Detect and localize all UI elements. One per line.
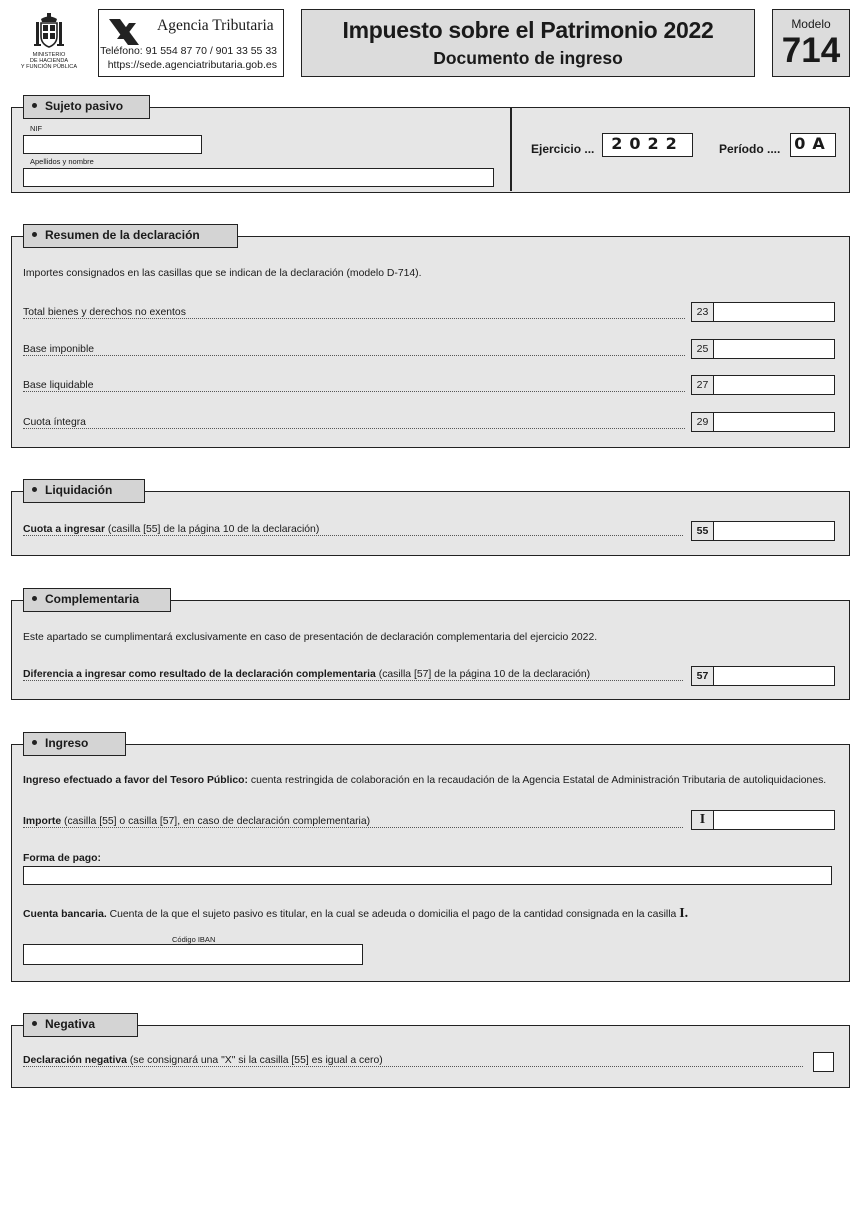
cuenta-bancaria-text bbox=[23, 906, 688, 922]
casilla-27-field[interactable] bbox=[713, 375, 835, 395]
resumen-intro: Importes consignados en las casillas que se indican de la declaración (modelo D-714). bbox=[23, 268, 422, 279]
casilla-number: 23 bbox=[691, 302, 713, 322]
forma-pago-field[interactable] bbox=[23, 866, 832, 885]
ejercicio-field[interactable]: 2022 bbox=[602, 133, 693, 157]
casilla-number: 57 bbox=[691, 666, 713, 686]
bullet-icon bbox=[32, 232, 37, 237]
importe-row bbox=[23, 812, 835, 836]
liquidacion-label bbox=[23, 524, 323, 535]
bullet-icon bbox=[32, 487, 37, 492]
iban-label: Código IBAN bbox=[172, 935, 216, 944]
negativa-row bbox=[23, 1055, 835, 1075]
tab-resumen bbox=[23, 224, 238, 248]
complementaria-label bbox=[23, 669, 594, 680]
casilla-55-field[interactable] bbox=[713, 521, 835, 541]
importe-field[interactable] bbox=[713, 810, 835, 830]
tab-label: Liquidación bbox=[45, 483, 113, 497]
resumen-row-label: Cuota íntegra bbox=[23, 417, 86, 428]
tab-complementaria bbox=[23, 588, 171, 612]
ingreso-intro-rest: cuenta restringida de colaboración en la recaudación de la Agencia Estatal de Administración Tributaria de autoliquidaciones. bbox=[247, 775, 827, 786]
ingreso-intro bbox=[23, 775, 826, 786]
cuenta-label-bold: Cuenta bancaria. bbox=[23, 909, 107, 920]
casilla-23-field[interactable] bbox=[713, 302, 835, 322]
negativa-label bbox=[23, 1055, 387, 1066]
leader-dots bbox=[23, 1066, 803, 1067]
resumen-row bbox=[23, 343, 835, 363]
leader-dots bbox=[23, 535, 683, 536]
model-box bbox=[772, 9, 850, 77]
ministry-line-1: MINISTERIO bbox=[32, 52, 66, 58]
complementaria-label-bold: Diferencia a ingresar como resultado de la declaración complementaria bbox=[23, 669, 376, 680]
casilla-number: 27 bbox=[691, 375, 713, 395]
title-box bbox=[301, 9, 755, 77]
casilla-25-field[interactable] bbox=[713, 339, 835, 359]
tab-label: Negativa bbox=[45, 1017, 96, 1031]
importe-label bbox=[23, 816, 374, 827]
agency-box bbox=[98, 9, 284, 77]
importe-label-bold: Importe bbox=[23, 816, 62, 827]
section-divider bbox=[510, 108, 512, 191]
resumen-row bbox=[23, 416, 835, 436]
periodo-field[interactable]: 0A bbox=[790, 133, 836, 157]
liquidacion-row bbox=[23, 524, 835, 544]
section-resumen bbox=[11, 236, 850, 448]
complementaria-row bbox=[23, 669, 835, 689]
tab-label: Complementaria bbox=[45, 592, 140, 606]
liquidacion-label-rest: (casilla [55] de la página 10 de la declaración) bbox=[105, 524, 320, 535]
section-ingreso bbox=[11, 744, 850, 982]
importe-label-rest: (casilla [55] o casilla [57], en caso de declaración complementaria) bbox=[61, 816, 371, 827]
form-subtitle: Documento de ingreso bbox=[433, 48, 623, 68]
leader-dots bbox=[23, 355, 685, 356]
cuenta-label-rest: Cuenta de la que el sujeto pasivo es titular, en la cual se adeuda o domicilia el pago de la cantidad consignada en la casilla bbox=[106, 909, 680, 920]
iban-field[interactable] bbox=[23, 944, 363, 965]
bullet-icon bbox=[32, 596, 37, 601]
ministry-line-3: Y FUNCIÓN PÚBLICA bbox=[20, 64, 78, 71]
section-sujeto-pasivo bbox=[11, 107, 850, 193]
casilla-number: I bbox=[691, 810, 713, 830]
bullet-icon bbox=[32, 740, 37, 745]
ministry-line-2: DE HACIENDA bbox=[29, 58, 69, 65]
tab-negativa bbox=[23, 1013, 138, 1037]
tab-sujeto-pasivo bbox=[23, 95, 150, 119]
coat-of-arms-icon bbox=[32, 12, 66, 50]
negativa-checkbox[interactable] bbox=[813, 1052, 834, 1072]
tab-label: Ingreso bbox=[45, 736, 89, 750]
liquidacion-label-bold: Cuota a ingresar bbox=[23, 524, 105, 535]
negativa-label-rest: (se consignará una "X" si la casilla [55] es igual a cero) bbox=[126, 1055, 383, 1066]
casilla-number: 29 bbox=[691, 412, 713, 432]
agency-logo-icon bbox=[107, 17, 141, 47]
form-title: Impuesto sobre el Patrimonio 2022 bbox=[342, 17, 714, 43]
periodo-label: Período .... bbox=[719, 142, 781, 156]
ministry-logo bbox=[18, 12, 80, 71]
leader-dots bbox=[23, 428, 685, 429]
casilla-29-field[interactable] bbox=[713, 412, 835, 432]
complementaria-label-rest: (casilla [57] de la página 10 de la declaración) bbox=[375, 669, 591, 680]
nif-field[interactable] bbox=[23, 135, 202, 154]
tab-label: Resumen de la declaración bbox=[45, 228, 200, 242]
nif-label: NIF bbox=[30, 124, 43, 133]
nombre-field[interactable] bbox=[23, 168, 494, 187]
leader-dots bbox=[23, 391, 685, 392]
forma-pago-label: Forma de pago: bbox=[23, 853, 101, 864]
tab-label: Sujeto pasivo bbox=[45, 99, 124, 113]
leader-dots bbox=[23, 318, 685, 319]
section-complementaria bbox=[11, 600, 850, 700]
negativa-label-bold: Declaración negativa bbox=[23, 1055, 127, 1066]
agency-name: Agencia Tributaria bbox=[157, 17, 274, 34]
agency-url[interactable]: https://sede.agenciatributaria.gob.es bbox=[107, 59, 277, 71]
ejercicio-label: Ejercicio ... bbox=[531, 142, 595, 156]
leader-dots bbox=[23, 680, 683, 681]
casilla-number: 25 bbox=[691, 339, 713, 359]
resumen-row-label: Base imponible bbox=[23, 344, 95, 355]
complementaria-intro: Este apartado se cumplimentará exclusivamente en caso de presentación de declaración complementaria del ejercicio 2022. bbox=[23, 632, 598, 643]
casilla-57-field[interactable] bbox=[713, 666, 835, 686]
nombre-label: Apellidos y nombre bbox=[30, 157, 94, 166]
tab-liquidacion bbox=[23, 479, 145, 503]
cuenta-casilla-ref: I. bbox=[679, 906, 689, 921]
bullet-icon bbox=[32, 103, 37, 108]
model-label: Modelo bbox=[791, 17, 831, 31]
tab-ingreso bbox=[23, 732, 126, 756]
leader-dots bbox=[23, 827, 683, 828]
resumen-row bbox=[23, 306, 835, 326]
resumen-row-label: Total bienes y derechos no exentos bbox=[23, 307, 186, 318]
bullet-icon bbox=[32, 1021, 37, 1026]
resumen-row bbox=[23, 379, 835, 399]
agency-phone: Teléfono: 91 554 87 70 / 901 33 55 33 bbox=[100, 45, 277, 57]
resumen-row-label: Base liquidable bbox=[23, 380, 94, 391]
casilla-number: 55 bbox=[691, 521, 713, 541]
ingreso-intro-bold: Ingreso efectuado a favor del Tesoro Público: bbox=[23, 775, 248, 786]
model-number: 714 bbox=[781, 31, 841, 70]
